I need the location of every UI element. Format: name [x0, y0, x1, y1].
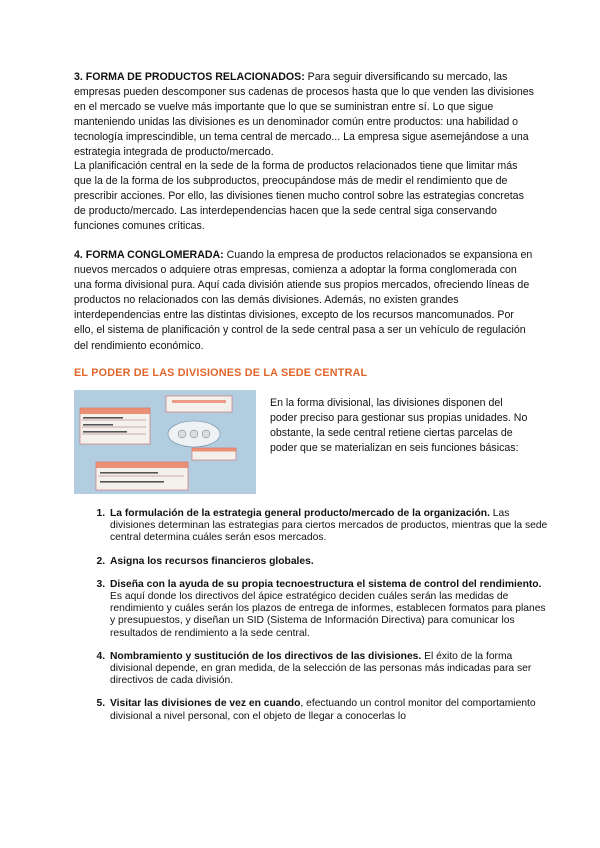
section-4-paragraph: [74, 248, 534, 354]
function-4-desc: El éxito de la forma divisional depende, en gran medida, de la selección de las personas más indicadas para ser directivos de cada división.: [110, 650, 532, 687]
list-item: [108, 579, 548, 640]
list-item: [108, 651, 548, 688]
function-1-title: La formulación de la estrategia general producto/mercado de la organización.: [110, 508, 490, 519]
slide-photo-illustration: [74, 390, 256, 494]
section-3-paragraph: [74, 70, 534, 161]
subsection-heading: EL PODER DE LAS DIVISIONES DE LA SEDE CENTRAL: [74, 367, 368, 379]
list-item: [108, 698, 548, 722]
function-5-title: Visitar las divisiones de vez en cuando: [110, 698, 301, 710]
function-5-desc: , efectuando un control monitor del comportamiento divisional a nivel personal, con el objeto de llegar a conocerlas lo: [110, 698, 536, 722]
function-3-desc: Es aquí donde los directivos del ápice estratégico deciden cuáles serán las medidas de rendimiento y cuáles serán los plazos de entrega de informes, establecen formatos para planes y presupuestos, y diseñan un SID (Sistema de Información Directiva) para comunicar los resultados de rendimiento a la sede central.: [110, 591, 546, 639]
section-3-heading: 3. FORMA DE PRODUCTOS RELACIONADOS:: [74, 71, 305, 83]
section-3-text-2: La planificación central en la sede de la forma de productos relacionados tiene que limitar más que la de la forma de los subproductos, preocupándose más de medir el rendimiento que de prescribir acciones. Por ello, las divisiones tienen mucho control sobre las estrategias concretas de producto/mercado. Las interdependencias hacen que la sede central siga conservando funciones comunes críticas.: [74, 160, 524, 233]
list-item: [108, 556, 548, 568]
function-4-title: Nombramiento y sustitución de los directivos de las divisiones.: [110, 650, 422, 662]
function-2-title: Asigna los recursos financieros globales.: [110, 555, 314, 567]
slide-photo: [74, 390, 256, 494]
subsection-intro: En la forma divisional, las divisiones disponen del poder preciso para gestionar sus propias unidades. No obstante, la sede central retiene ciertas parcelas de poder que se materializan en seis funciones básicas:: [270, 397, 528, 455]
section-3-paragraph-2: [74, 159, 534, 234]
section-3-text: Para seguir diversificando su mercado, las empresas pueden descomponer sus cadenas de procesos hasta que lo que venden las divisiones en el mercado se vuelve más importante que lo que se suministran entre sí. Lo que sigue manteniendo unidas las divisiones es un denominador común entre productos: una habilidad o tecnología imprescindible, un tema central de mercado... La empresa sigue asemejándose a una estrategia integrada de producto/mercado.: [74, 71, 534, 159]
functions-list: [90, 508, 548, 734]
section-4-text: Cuando la empresa de productos relacionados se expansiona en nuevos mercados o adquiere otras empresas, comienza a adoptar la forma conglomerada con una forma divisional pura. Aquí cada división atiende sus propios mercados, ofreciendo líneas de productos no relacionados con las demás divisiones. Además, no existen grandes interdependencias entre las distintas divisiones, excepto de los recursos mancomunados. Por ello, el sistema de planificación y control de la sede central pasa a ser un vehículo de regulación del rendimiento económico.: [74, 249, 533, 352]
function-1-desc: Las divisiones determinan las estrategias para ciertos mercados de productos, mientras que la sede central determina cuáles serán esos mercados.: [110, 508, 548, 544]
section-4-heading: 4. FORMA CONGLOMERADA:: [74, 249, 224, 261]
function-3-title: Diseña con la ayuda de su propia tecnoestructura el sistema de control del rendimiento.: [110, 578, 542, 590]
list-item: [108, 508, 548, 545]
